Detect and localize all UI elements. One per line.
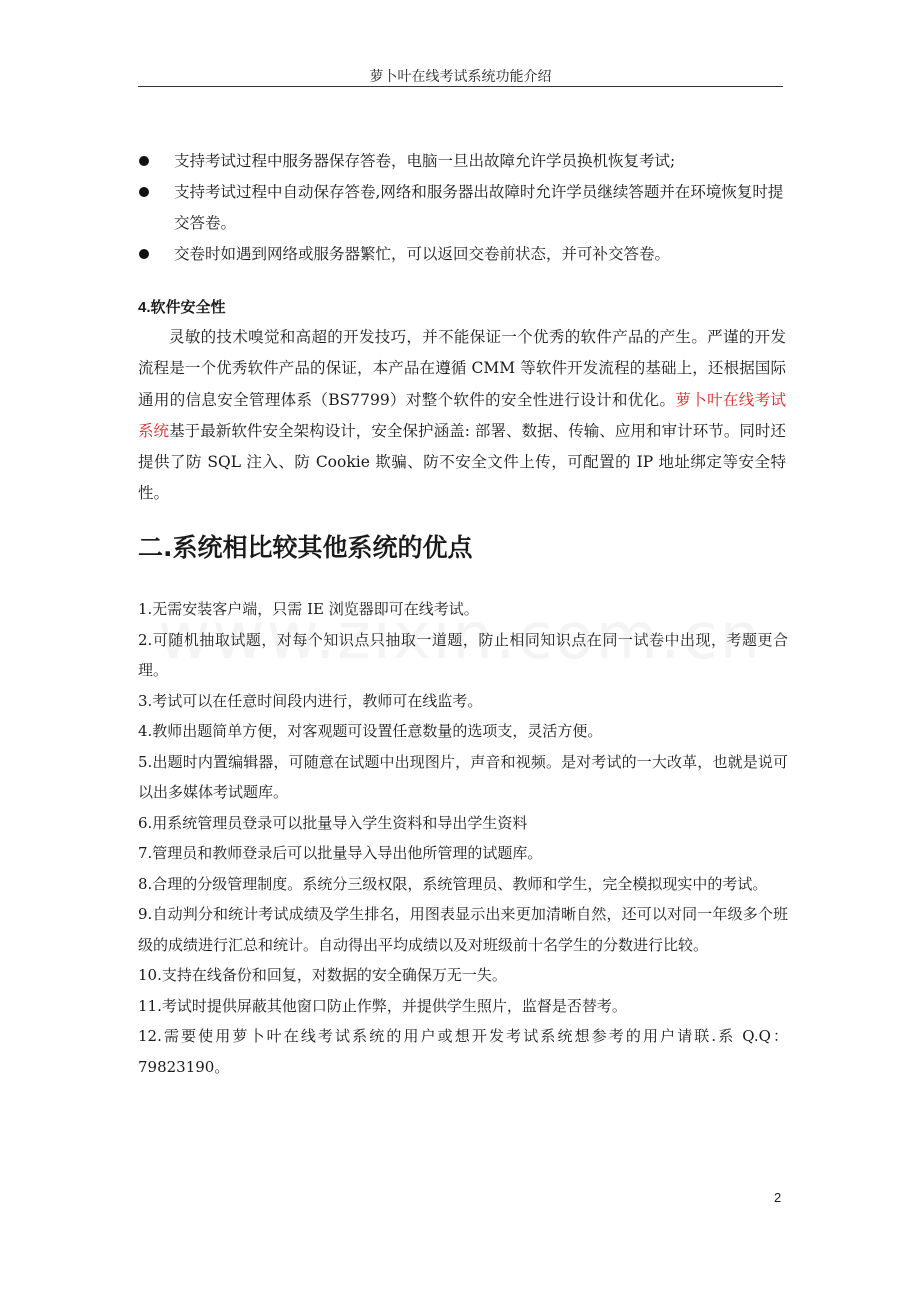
bullet-icon [139, 187, 149, 197]
list-item: 9.自动判分和统计考试成绩及学生排名，用图表显示出来更加清晰自然，还可以对同一年级多个班级的成绩进行汇总和统计。自动得出平均成绩以及对班级前十名学生的分数进行比较。 [138, 905, 788, 954]
bullet-item [138, 146, 788, 177]
list-item: 10.支持在线备份和回复，对数据的安全确保万无一失。 [138, 966, 507, 984]
list-item: 5.出题时内置编辑器，可随意在试题中出现图片，声音和视频。是对考试的一大改革，也就是说可以出多媒体考试题库。 [138, 752, 788, 801]
section-title: 4.软件安全性 [138, 299, 226, 316]
page-header: 萝卜叶在线考试系统功能介绍 [369, 69, 552, 85]
list-item: 8.合理的分级管理制度。系统分三级权限，系统管理员、教师和学生，完全模拟现实中的考试。 [138, 874, 768, 893]
advantages-list [138, 594, 788, 1082]
page-number: 2 [774, 1190, 782, 1205]
section-software-security [138, 294, 786, 510]
bullet-text: 支持考试过程中自动保存答卷,网络和服务器出故障时允许学员继续答题并在环境恢复时提交答卷。 [174, 183, 784, 232]
list-item: 2.可随机抽取试题，对每个知识点只抽取一道题，防止相同知识点在同一试卷中出现，考题更合理。 [138, 630, 788, 679]
bullet-text: 支持考试过程中服务器保存答卷，电脑一旦出故障允许学员换机恢复考试; [174, 152, 676, 170]
list-item: 4.教师出题简单方便，对客观题可设置任意数量的选项支，灵活方便。 [138, 722, 603, 740]
section-heading-advantages: 二.系统相比较其他系统的优点 [138, 533, 473, 562]
list-item: 12.需要使用萝卜叶在线考试系统的用户或想开发考试系统想参考的用户请联.系 Q.Q：79823190。 [138, 1027, 788, 1076]
bullet-icon [139, 249, 149, 259]
list-item: 6.用系统管理员登录可以批量导入学生资料和导出学生资料 [138, 813, 528, 832]
header-divider [138, 86, 783, 87]
list-item: 3.考试可以在任意时间段内进行，教师可在线监考。 [138, 691, 483, 710]
bullet-icon [139, 156, 149, 166]
bullet-text: 交卷时如遇到网络或服务器繁忙，可以返回交卷前状态，并可补交答卷。 [174, 245, 671, 263]
list-item: 7.管理员和教师登录后可以批量导入导出他所管理的试题库。 [138, 844, 543, 862]
bullet-item [138, 177, 788, 239]
bullet-item [138, 239, 788, 270]
paragraph-text: 灵敏的技术嗅觉和高超的开发技巧，并不能保证一个优秀的软件产品的产生。严谨的开发流程是一个优秀软件产品的保证，本产品在遵循 CMM 等软件开发流程的基础上，还根据国际通用的信息安全管理体系（BS7799）对整个软件的安全性进行设计和优化。 [138, 328, 786, 409]
security-paragraph [138, 322, 786, 510]
product-name-highlight: 萝卜叶在线考试系统 [138, 390, 786, 440]
list-item: 1.无需安装客户端，只需 IE 浏览器即可在线考试。 [138, 600, 479, 618]
list-item: 11.考试时提供屏蔽其他窗口防止作弊，并提供学生照片，监督是否替考。 [138, 996, 627, 1015]
bullet-list [138, 146, 788, 270]
paragraph-text: 基于最新软件安全架构设计，安全保护涵盖: 部署、数据、传输、应用和审计环节。同时还提供了防 SQL 注入、防 Cookie 欺骗、防不安全文件上传，可配置的 IP 地址绑定等安全特性。 [138, 421, 786, 503]
